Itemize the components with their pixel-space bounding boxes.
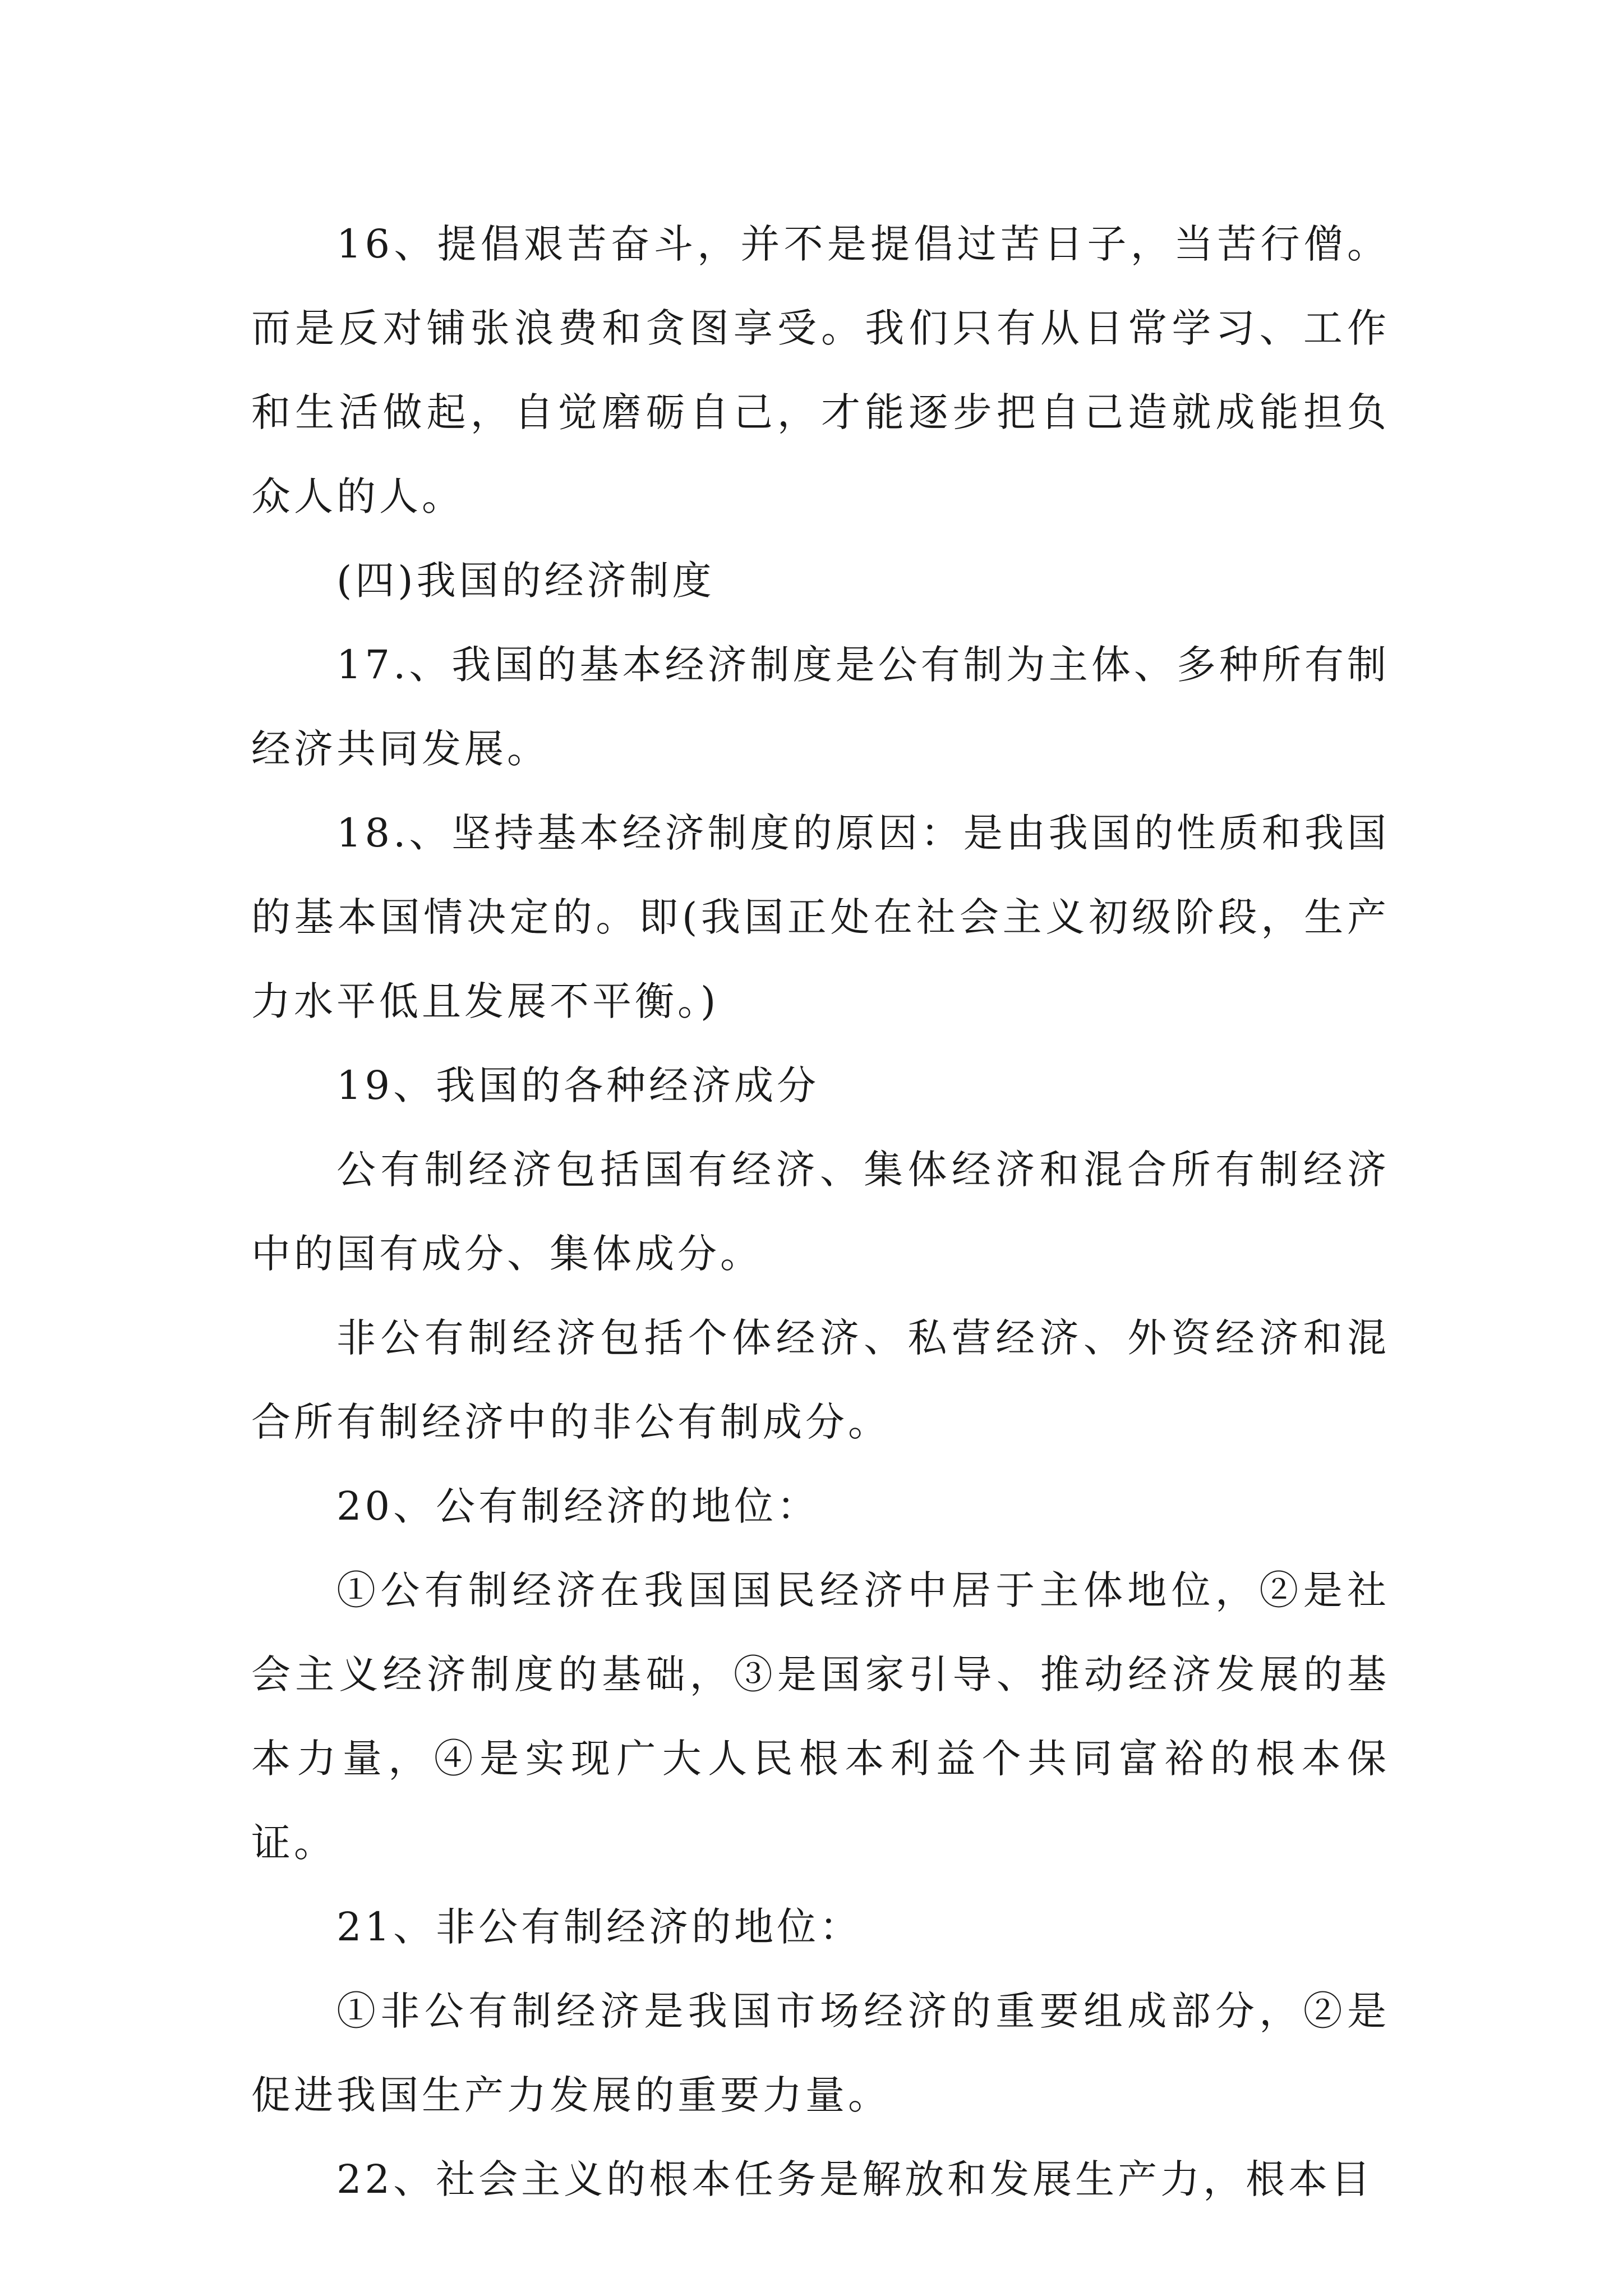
paragraph-22: 22、社会主义的根本任务是解放和发展生产力，根本目 bbox=[336, 2156, 1374, 2202]
paragraph-public-ownership: 公有制经济包括国有经济、集体经济和混合所有制经济中的国有成分、集体成分。 bbox=[251, 1147, 1390, 1277]
paragraph-21-detail: ①非公有制经济是我国市场经济的重要组成部分，②是促进我国生产力发展的重要力量。 bbox=[251, 1988, 1390, 2118]
paragraph-16: 16、提倡艰苦奋斗，并不是提倡过苦日子，当苦行僧。而是反对铺张浪费和贪图享受。我们只有从日常学习、工作和生活做起，自觉磨砺自己，才能逐步把自己造就成能担负众人的人。 bbox=[251, 221, 1390, 519]
paragraph-19: 19、我国的各种经济成分 bbox=[336, 1062, 820, 1108]
paragraph-20-detail: ①公有制经济在我国国民经济中居于主体地位，②是社会主义经济制度的基础，③是国家引导、推动经济发展的基本力量，④是实现广大人民根本利益个共同富裕的根本保证。 bbox=[251, 1567, 1390, 1866]
paragraph-18: 18.、坚持基本经济制度的原因：是由我国的性质和我国的基本国情决定的。即(我国正处在社会主义初级阶段，生产力水平低且发展不平衡。) bbox=[251, 810, 1390, 1024]
section-heading-economic-system: (四)我国的经济制度 bbox=[336, 558, 715, 604]
paragraph-non-public-ownership: 非公有制经济包括个体经济、私营经济、外资经济和混合所有制经济中的非公有制成分。 bbox=[251, 1315, 1390, 1445]
paragraph-20: 20、公有制经济的地位： bbox=[336, 1483, 820, 1529]
paragraph-17: 17.、我国的基本经济制度是公有制为主体、多种所有制经济共同发展。 bbox=[251, 642, 1390, 772]
paragraph-21: 21、非公有制经济的地位： bbox=[336, 1904, 863, 1950]
document-body bbox=[251, 202, 1390, 2221]
